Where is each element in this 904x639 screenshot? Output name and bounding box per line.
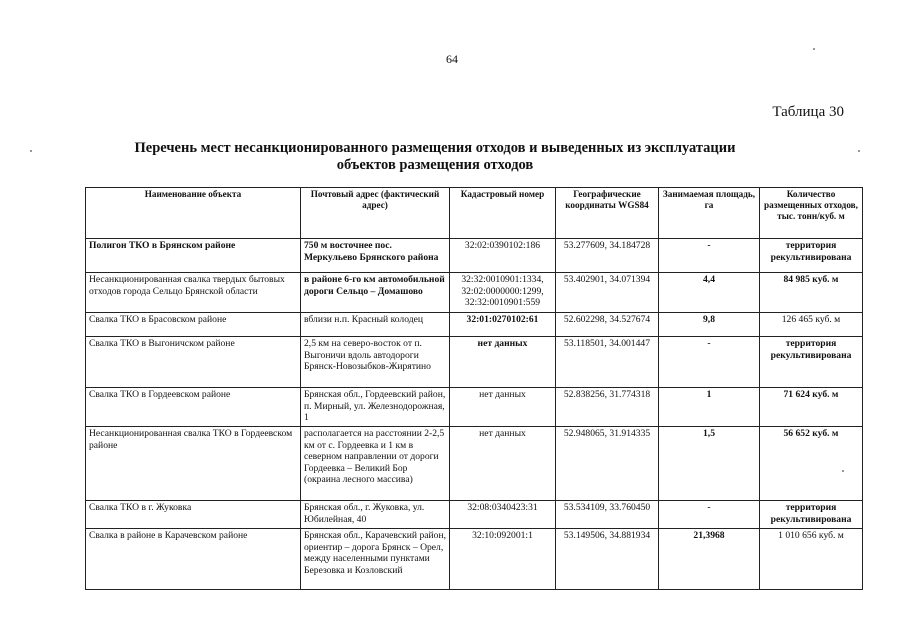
header-area: Занимаемая площадь, га: [659, 188, 760, 239]
table-row: [86, 313, 863, 337]
cell-address: располагается на расстоянии 2-2,5 км от с. Гордеевка и 1 км в северном направлении от дороги Гордеевка – Великий Бор (окраина лесного массива): [301, 427, 450, 501]
cell-address: в районе 6-го км автомобильной дороги Сельцо – Домашово: [301, 273, 450, 313]
scan-speck: [842, 470, 844, 472]
cell-cadastral: 32:02:0390102:186: [450, 239, 556, 273]
cell-name: Свалка ТКО в Гордеевском районе: [86, 388, 301, 427]
cell-address: Брянская обл., Карачевский район, ориентир – дорога Брянск – Орел, между населенными пунктами Березовка и Козловский: [301, 529, 450, 590]
cell-coordinates: 53.277609, 34.184728: [556, 239, 659, 273]
scan-speck: [813, 48, 815, 50]
cell-address: 750 м восточнее пос. Меркульево Брянского района: [301, 239, 450, 273]
waste-sites-table: [85, 187, 863, 590]
cell-name: Свалка ТКО в Выгоничском районе: [86, 337, 301, 388]
cell-area: 9,8: [659, 313, 760, 337]
title-line-2: объектов размещения отходов: [336, 157, 534, 173]
scan-speck: [30, 150, 32, 152]
cell-quantity: 1 010 656 куб. м: [760, 529, 863, 590]
cell-cadastral: 32:01:0270102:61: [450, 313, 556, 337]
cell-coordinates: 53.534109, 33.760450: [556, 501, 659, 529]
cell-cadastral: нет данных: [450, 427, 556, 501]
cell-address: вблизи н.п. Красный колодец: [301, 313, 450, 337]
cell-quantity: территория рекультивирована: [760, 501, 863, 529]
cell-area: 1: [659, 388, 760, 427]
cell-name: Свалка ТКО в Брасовском районе: [86, 313, 301, 337]
scan-speck: [858, 150, 860, 152]
cell-area: -: [659, 501, 760, 529]
cell-quantity: 56 652 куб. м: [760, 427, 863, 501]
cell-coordinates: 52.948065, 31.914335: [556, 427, 659, 501]
cell-area: 21,3968: [659, 529, 760, 590]
cell-area: -: [659, 337, 760, 388]
table-row: [86, 337, 863, 388]
header-name: Наименование объекта: [86, 188, 301, 239]
cell-address: Брянская обл., Гордеевский район, п. Мирный, ул. Железнодорожная, 1: [301, 388, 450, 427]
cell-quantity: 71 624 куб. м: [760, 388, 863, 427]
table-row: [86, 501, 863, 529]
cell-name: Свалка ТКО в г. Жуковка: [86, 501, 301, 529]
table-header-row: [86, 188, 863, 239]
table-row: [86, 273, 863, 313]
table-row: [86, 427, 863, 501]
cell-cadastral: нет данных: [450, 337, 556, 388]
cell-coordinates: 53.118501, 34.001447: [556, 337, 659, 388]
cell-address: Брянская обл., г. Жуковка, ул. Юбилейная, 40: [301, 501, 450, 529]
cell-quantity: 126 465 куб. м: [760, 313, 863, 337]
cell-name: Свалка в районе в Карачевском районе: [86, 529, 301, 590]
cell-cadastral: нет данных: [450, 388, 556, 427]
header-quantity: Количество размещенных отходов, тыс. тонн/куб. м: [760, 188, 863, 239]
cell-quantity: 84 985 куб. м: [760, 273, 863, 313]
cell-quantity: территория рекультивирована: [760, 239, 863, 273]
cell-coordinates: 53.402901, 34.071394: [556, 273, 659, 313]
cell-coordinates: 53.149506, 34.881934: [556, 529, 659, 590]
table-label: Таблица 30: [772, 104, 844, 120]
cell-cadastral: 32:10:092001:1: [450, 529, 556, 590]
table-row: [86, 529, 863, 590]
header-cadastral: Кадастровый номер: [450, 188, 556, 239]
cell-name: Полигон ТКО в Брянском районе: [86, 239, 301, 273]
cell-quantity: территория рекультивирована: [760, 337, 863, 388]
cell-area: 1,5: [659, 427, 760, 501]
page-number: 64: [446, 52, 458, 66]
table-row: [86, 239, 863, 273]
cell-area: -: [659, 239, 760, 273]
header-coordinates: Географические координаты WGS84: [556, 188, 659, 239]
cell-coordinates: 52.838256, 31.774318: [556, 388, 659, 427]
document-title: [120, 140, 750, 174]
table-row: [86, 388, 863, 427]
cell-area: 4,4: [659, 273, 760, 313]
header-address: Почтовый адрес (фактический адрес): [301, 188, 450, 239]
title-line-1: Перечень мест несанкционированного размещения отходов и выведенных из эксплуатации: [134, 140, 736, 156]
cell-cadastral: 32:32:0010901:1334, 32:02:0000000:1299, 32:32:0010901:559: [450, 273, 556, 313]
cell-cadastral: 32:08:0340423:31: [450, 501, 556, 529]
cell-address: 2,5 км на северо-восток от п. Выгоничи вдоль автодороги Брянск-Новозыбков-Жирятино: [301, 337, 450, 388]
cell-name: Несанкционированная свалка твердых бытовых отходов города Сельцо Брянской области: [86, 273, 301, 313]
cell-name: Несанкционированная свалка ТКО в Гордеевском районе: [86, 427, 301, 501]
cell-coordinates: 52.602298, 34.527674: [556, 313, 659, 337]
